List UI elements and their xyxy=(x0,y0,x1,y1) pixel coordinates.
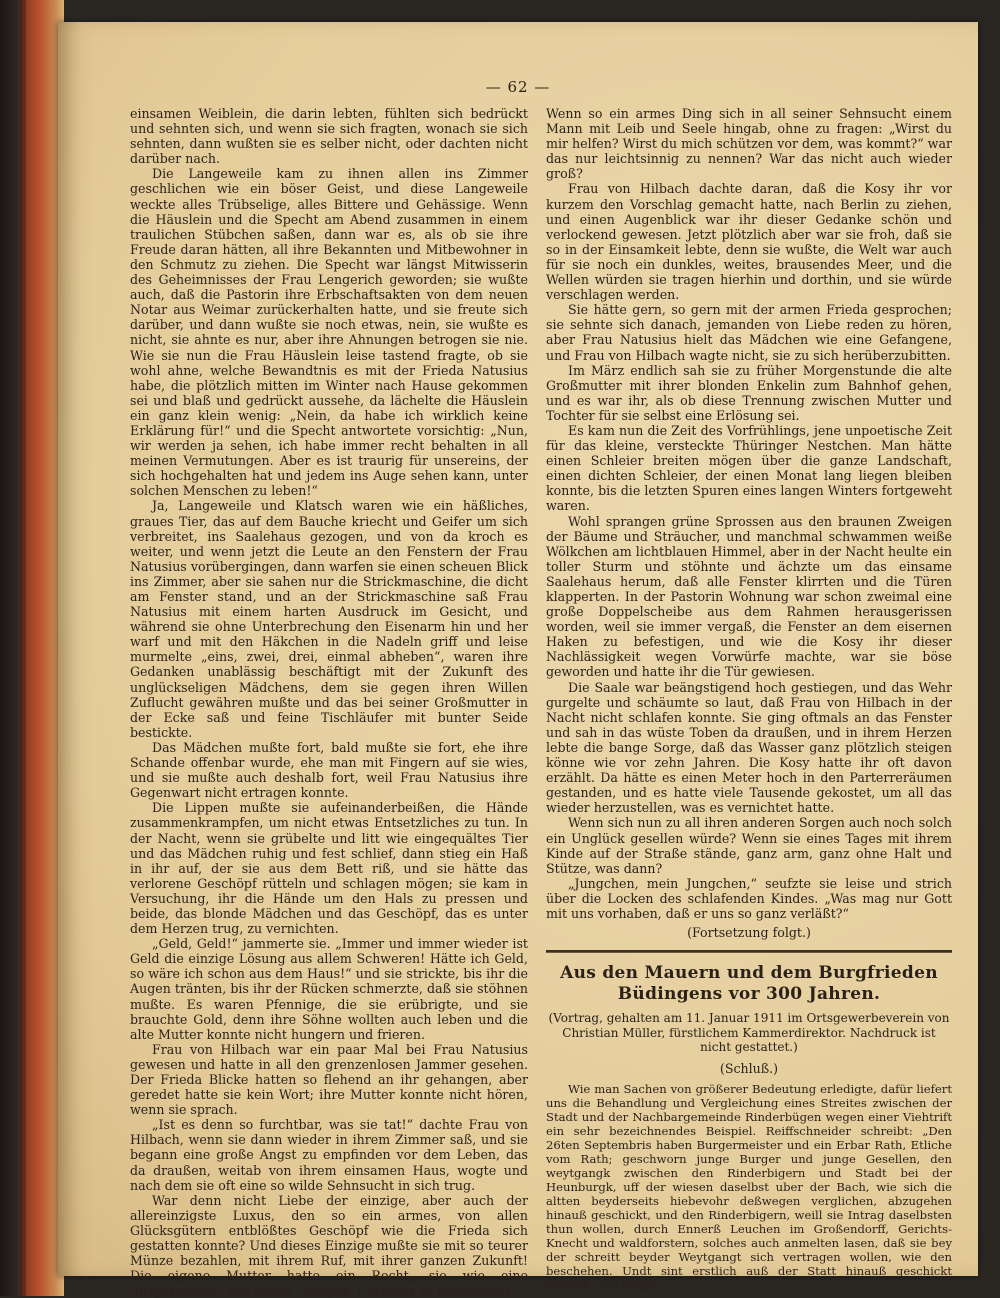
article-subtitle: (Vortrag, gehalten am 11. Januar 1911 im Ortsgewerbeverein von Christian Müller, fürstlichem Kammerdirektor. Nachdruck ist nicht gestattet.) xyxy=(548,1011,950,1055)
paragraph: einsamen Weiblein, die darin lebten, fühlten sich bedrückt und sehnten sich, und wenn sie sich fragten, wonach sie sich sehnten, dann wußten sie es selber nicht, oder dachten nicht darüber nach. xyxy=(130,106,528,167)
paragraph: Im März endlich sah sie zu früher Morgenstunde die alte Großmutter mit ihrer blonden Enkelin zum Bahnhof gehen, und es war ihr, als ob diese Trennung zwischen Mutter und Tochter für sie selbst eine Erlösung sei. xyxy=(546,362,952,423)
paragraph: „Jungchen, mein Jungchen,“ seufzte sie leise und strich über die Locken des schlafenden Kindes. „Was mag nur Gott mit uns vorhaben, daß er uns so ganz verläßt?“ xyxy=(546,875,952,921)
binding-edge xyxy=(20,0,26,1296)
paragraph: Die Lippen mußte sie aufeinanderbeißen, die Hände zusammenkrampfen, um nicht etwas Entsetzliches zu tun. In der Nacht, wenn sie grübelte und litt wie eingequältes Tier und das Mädchen ruhig und fest schlief, dann stieg ein Haß in ihr auf, der sie aus dem Bett riß, und sie hätte das verlorene Geschöpf rütteln und schlagen mögen; sie kam in Versuchung, ihr die Hände um den Hals zu pressen und beide, das blonde Mädchen und das Geschöpf, das es unter dem Herzen trug, zu vernichten. xyxy=(130,800,528,937)
page-number: — 62 — xyxy=(485,78,551,96)
continuation-note: (Fortsetzung folgt.) xyxy=(687,925,811,941)
paragraph: Wenn so ein armes Ding sich in all seiner Sehnsucht einem Mann mit Leib und Seele hingab, ohne zu fragen: „Wirst du mir helfen? Wirst du mich schützen vor dem, was kommt?“ war das nur leichtsinnig zu nennen? War das nicht auch wieder groß? xyxy=(546,106,952,182)
paragraph: Sie hätte gern, so gern mit der armen Frieda gesprochen; sie sehnte sich danach, jemanden von Liebe reden zu hören, aber Frau Natusius hielt das Mädchen wie eine Gefangene, und Frau von Hilbach wagte nicht, sie zu sich herüberzubitten. xyxy=(546,302,952,363)
right-column xyxy=(546,106,952,1292)
article-body: Wie man Sachen von größerer Bedeutung erledigte, dafür liefert uns die Behandlung und Vergleichung eines Streites zwischen der Stadt und der Nachbargemeinde Rinderbügen wegen einer Viehtrift ein sehr bezeichnendes Beispiel. Reiffschneider schreibt: „Den 26ten Septembris haben Burgermeister und ein Erbar Rath, Etliche vom Rath; geschworn junge Burger und junge Gesellen, den weytgangk zwischen den Rinderbigern und Stadt bei der Heunburgk, uff der wiesen daselbst uber der Bach, wie sich die altten beyderseits hiebevohr deßwegen verglichen, abzugehen hinauß geschickt, und den Rinderbigern, weill sie Intrag daselbsten thun wollen, durch Ennerß Leuchen im Großendorff, Gerichts-Knecht und waldforstern, solches auch anmelten lasen, daß sie bey der schreitt beyder Weytgangt sich vertragen wollen, wie den beschehen. Undt sint erstlich auß der Statt hinauß geschickt worden, wie volgt: xyxy=(546,1082,952,1293)
book-page xyxy=(58,22,978,1298)
paragraph: War denn nicht Liebe der einzige, aber auch der allereinzigste Luxus, den so ein armes, von allen Glücksgütern entblößtes Geschöpf wie die Frieda sich gestatten konnte? Und dieses Einzige mußte sie mit so teurer Münze bezahlen, mit ihrem Ruf, mit ihrer ganzen Zukunft! Die eigene Mutter hatte ein Recht, sie wie eine Ausgestoßene, wie etwas Lästiges, Unreines zu behandeln! xyxy=(130,1192,528,1298)
paragraph: „Geld, Geld!“ jammerte sie. „Immer und immer wieder ist Geld die einzige Lösung aus allem Schweren! Hätte ich Geld, so wäre ich schon aus dem Haus!“ und sie strickte, bis ihr die Augen tränten, bis ihr der Rücken schmerzte, daß sie stöhnen mußte. Es waren Pfennige, die sie erübrigte, und sie brauchte Gold, denn ihre Söhne wollten auch leben und die alte Mutter konnte nicht hungern und frieren. xyxy=(130,936,528,1042)
paragraph: Die Langeweile kam zu ihnen allen ins Zimmer geschlichen wie ein böser Geist, und diese Langeweile weckte alles Trübselige, alles Bittere und Gehässige. Wenn die Häuslein und die Specht am Abend zusammen in einem traulichen Stübchen saßen, dann war es, als ob sie ihre Freude daran hätten, all ihre Bekannten und Mitbewohner in den Schmutz zu ziehen. Die Specht war längst Mitwisserin des Geheimnisses der Frau Lengerich geworden; sie wußte auch, daß die Pastorin ihre Erbschaftsakten von dem neuen Notar aus Weimar zurückerhalten hatte, und sie freute sich darüber, und dann wußte sie noch etwas, nein, sie wußte es nicht, sie ahnte es nur, aber ihre Ahnungen betrogen sie nie. Wie sie nun die Frau Häuslein leise tastend fragte, ob sie wohl ahne, welche Bewandtnis es mit der Frieda Natusius habe, die plötzlich mitten im Winter nach Hause gekommen sei und blaß und gedrückt aussehe, da lächelte die Häuslein ein ganz klein wenig: „Nein, da habe ich wirklich keine Erklärung für!“ und die Specht antwortete vorsichtig: „Nun, wir werden ja sehen, ich habe immer recht behalten in all meinen Vermutungen. Aber es ist traurig für unsereins, der sich hochgehalten hat und jedem ins Auge sehen kann, unter solchen Menschen zu leben!“ xyxy=(130,166,528,499)
paragraph: Die Saale war beängstigend hoch gestiegen, und das Wehr gurgelte und schäumte so laut, daß Frau von Hilbach in der Nacht nicht schlafen konnte. Sie ging oftmals an das Fenster und sah in das wüste Toben da draußen, und in ihrem Herzen lebte die bange Sorge, daß das Wasser ganz plötzlich steigen könne wie vor zehn Jahren. Die Kosy hatte ihr oft davon erzählt. Da hätte es einen Meter hoch in den Parterreräumen gestanden, und es hatte viele Tausende gekostet, um all das wieder herzustellen, was es vernichtet hatte. xyxy=(546,679,952,816)
article-title: Aus den Mauern und dem Burgfrieden Büdingens vor 300 Jahren. xyxy=(560,963,938,1005)
paragraph: Frau von Hilbach war ein paar Mal bei Frau Natusius gewesen und hatte in all den grenzenlosen Jammer gesehen. Der Frieda Blicke hatten so flehend an ihr gehangen, aber geredet hatte sie kein Wort; ihre Mutter konnte nicht hören, wenn sie sprach. xyxy=(130,1041,528,1118)
book-binding xyxy=(0,0,64,1296)
paragraph: Es kam nun die Zeit des Vorfrühlings, jene unpoetische Zeit für das kleine, versteckte Thüringer Nestchen. Man hätte einen Schleier breiten mögen über die ganze Landschaft, einen dichten Schleier, der einen Monat lang liegen bleiben konnte, bis die letzten Spuren eines langen Winters fortgeweht waren. xyxy=(546,422,952,514)
paragraph: Wohl sprangen grüne Sprossen aus den braunen Zweigen der Bäume und Sträucher, und manchmal schwammen weiße Wölkchen am lichtblauen Himmel, aber in der Nacht heulte ein toller Sturm und stöhnte und ächzte um das einsame Saalehaus herum, daß alle Fenster klirrten und die Türen klapperten. In der Pastorin Wohnung war schon zweimal eine große Doppelscheibe aus dem Rahmen herausgerissen worden, weil sie immer vergaß, die Fenster an dem eisernen Haken zu befestigen, und wie die Kosy ihr dieser Nachlässigkeit wegen Vorwürfe machte, war sie böse geworden und hatte ihr die Tür gewiesen. xyxy=(546,513,952,680)
paragraph: Das Mädchen mußte fort, bald mußte sie fort, ehe ihre Schande offenbar wurde, ehe man mit Fingern auf sie wies, und sie mußte auch deshalb fort, weil Frau Natusius ihre Gegenwart nicht ertragen konnte. xyxy=(130,739,528,801)
paragraph: „Ist es denn so furchtbar, was sie tat!“ dachte Frau von Hilbach, wenn sie dann wieder in ihrem Zimmer saß, und sie begann eine große Angst zu empfinden vor dem Leben, das da draußen, weitab von ihrem einsamen Haus, wogte und nach dem sie oft eine so wilde Sehnsucht in sich trug. xyxy=(130,1117,528,1193)
paragraph: Frau von Hilbach dachte daran, daß die Kosy ihr vor kurzem den Vorschlag gemacht hatte, nach Berlin zu ziehen, und einen Augenblick war ihr dieser Gedanke schön und verlockend gewesen. Jetzt plötzlich aber war sie froh, daß sie so in der Einsamkeit lebte, denn sie wußte, die Welt war auch für sie noch ein dunkles, weites, brausendes Meer, und die Wellen würden sie tragen hierhin und dorthin, und sie würde verschlagen werden. xyxy=(546,181,952,303)
article-part-label: (Schluß.) xyxy=(719,1060,779,1076)
paragraph: Ja, Langeweile und Klatsch waren wie ein häßliches, graues Tier, das auf dem Bauche kriecht und Geifer um sich verbreitet, ins Saalehaus gezogen, und von da kroch es weiter, und wenn jetzt die Leute an den Fenstern der Frau Natusius vorübergingen, dann warfen sie einen scheuen Blick ins Zimmer, aber sie sahen nur die Strickmaschine, die dicht am Fenster stand, und an der Strickmaschine saß Frau Natusius mit einem harten Ausdruck im Gesicht, und während sie ohne Unterbrechung den Eisenarm hin und her warf und mit den Häkchen in die Nadeln griff und leise murmelte „eins, zwei, drei, einmal abheben“, waren ihre Gedanken unablässig beschäftigt mit der Zukunft des unglückseligen Mädchens, dem sie gegen ihren Willen Zuflucht gewähren mußte und das bei seiner Großmutter in der Ecke saß und feine Tischläufer mit bunter Seide bestickte. xyxy=(130,498,528,740)
paragraph: Wenn sich nun zu all ihren anderen Sorgen auch noch solch ein Unglück gesellen würde? Wenn sie eines Tages mit ihrem Kinde auf der Straße stände, ganz arm, ganz ohne Halt und Stütze, was dann? xyxy=(546,815,952,876)
section-divider xyxy=(546,950,952,953)
left-column xyxy=(130,106,528,1298)
